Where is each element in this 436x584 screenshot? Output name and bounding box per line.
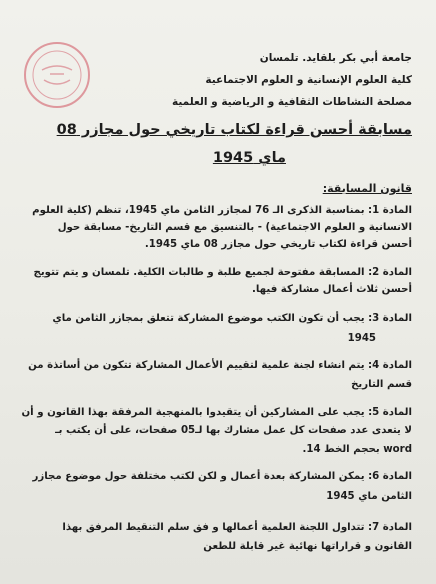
- article-5-line-1: المادة 5: يجب على المشاركين أن يتقيدوا بالمنهجية المرفقة بهذا القانون و أن: [21, 407, 412, 418]
- document-title-line1: مسابقة أحسن قراءة لكتاب تاريخي حول مجازر 08: [56, 122, 412, 138]
- article-6-line-1: المادة 6: يمكن المشاركة بعدة أعمال و لكن لكتب مختلفة حول موضوع مجازر: [32, 471, 412, 482]
- article-3-line-2: 1945: [347, 333, 376, 344]
- university-stamp: [22, 40, 92, 110]
- faculty-name: كلية العلوم الإنسانية و العلوم الاجتماعية: [205, 74, 412, 86]
- article-2-line-2: أحسن ثلاث أعمال مشاركة فيها.: [251, 284, 412, 295]
- article-5-line-3: word بحجم الخط 14.: [302, 444, 412, 455]
- article-1-line-3: أحسن قراءة لكتاب تاريخي حول مجازر 08 ماي 1945.: [144, 239, 412, 250]
- article-2-line-1: المادة 2: المسابقة مفتوحة لجميع طلبة و طالبات الكلية. تلمسان و يتم تتويج: [33, 267, 412, 278]
- section-heading: قانون المسابقة:: [322, 182, 412, 195]
- document-title-line2: ماي 1945: [212, 150, 286, 166]
- article-3-line-1: المادة 3: يجب أن تكون الكتب موضوع المشاركة تتعلق بمجازر الثامن ماي: [52, 313, 412, 324]
- article-7-line-1: المادة 7: تتداول اللجنة العلمية أعمالها و فق سلم التنقيط المرفق بهذا: [62, 522, 412, 533]
- university-name: جامعة أبي بكر بلقايد. تلمسان: [259, 52, 412, 64]
- article-7-line-2: القانون و قراراتها نهائية غير قابلة للطعن: [203, 541, 412, 552]
- article-5-line-2: لا يتعدى عدد صفحات كل عمل مشارك بها لـ05 صفحات، على أن يكتب بـ: [55, 425, 412, 436]
- service-name: مصلحة النشاطات الثقافية و الرياضية و العلمية: [172, 96, 412, 108]
- article-1-line-1: المادة 1: بمناسبة الذكرى الـ 76 لمجازر الثامن ماي 1945، تنظم (كلية العلوم: [32, 205, 412, 216]
- article-6-line-2: الثامن ماي 1945: [326, 491, 412, 502]
- article-1-line-2: الانسانية و العلوم الاجتماعية) - بالتنسيق مع قسم التاريخ- مسابقة حول: [57, 222, 412, 233]
- article-4-line-1: المادة 4: يتم انشاء لجنة علمية لتقييم الأعمال المشاركة تتكون من أساتذة من: [28, 360, 412, 371]
- article-4-line-2: قسم التاريخ: [351, 379, 412, 390]
